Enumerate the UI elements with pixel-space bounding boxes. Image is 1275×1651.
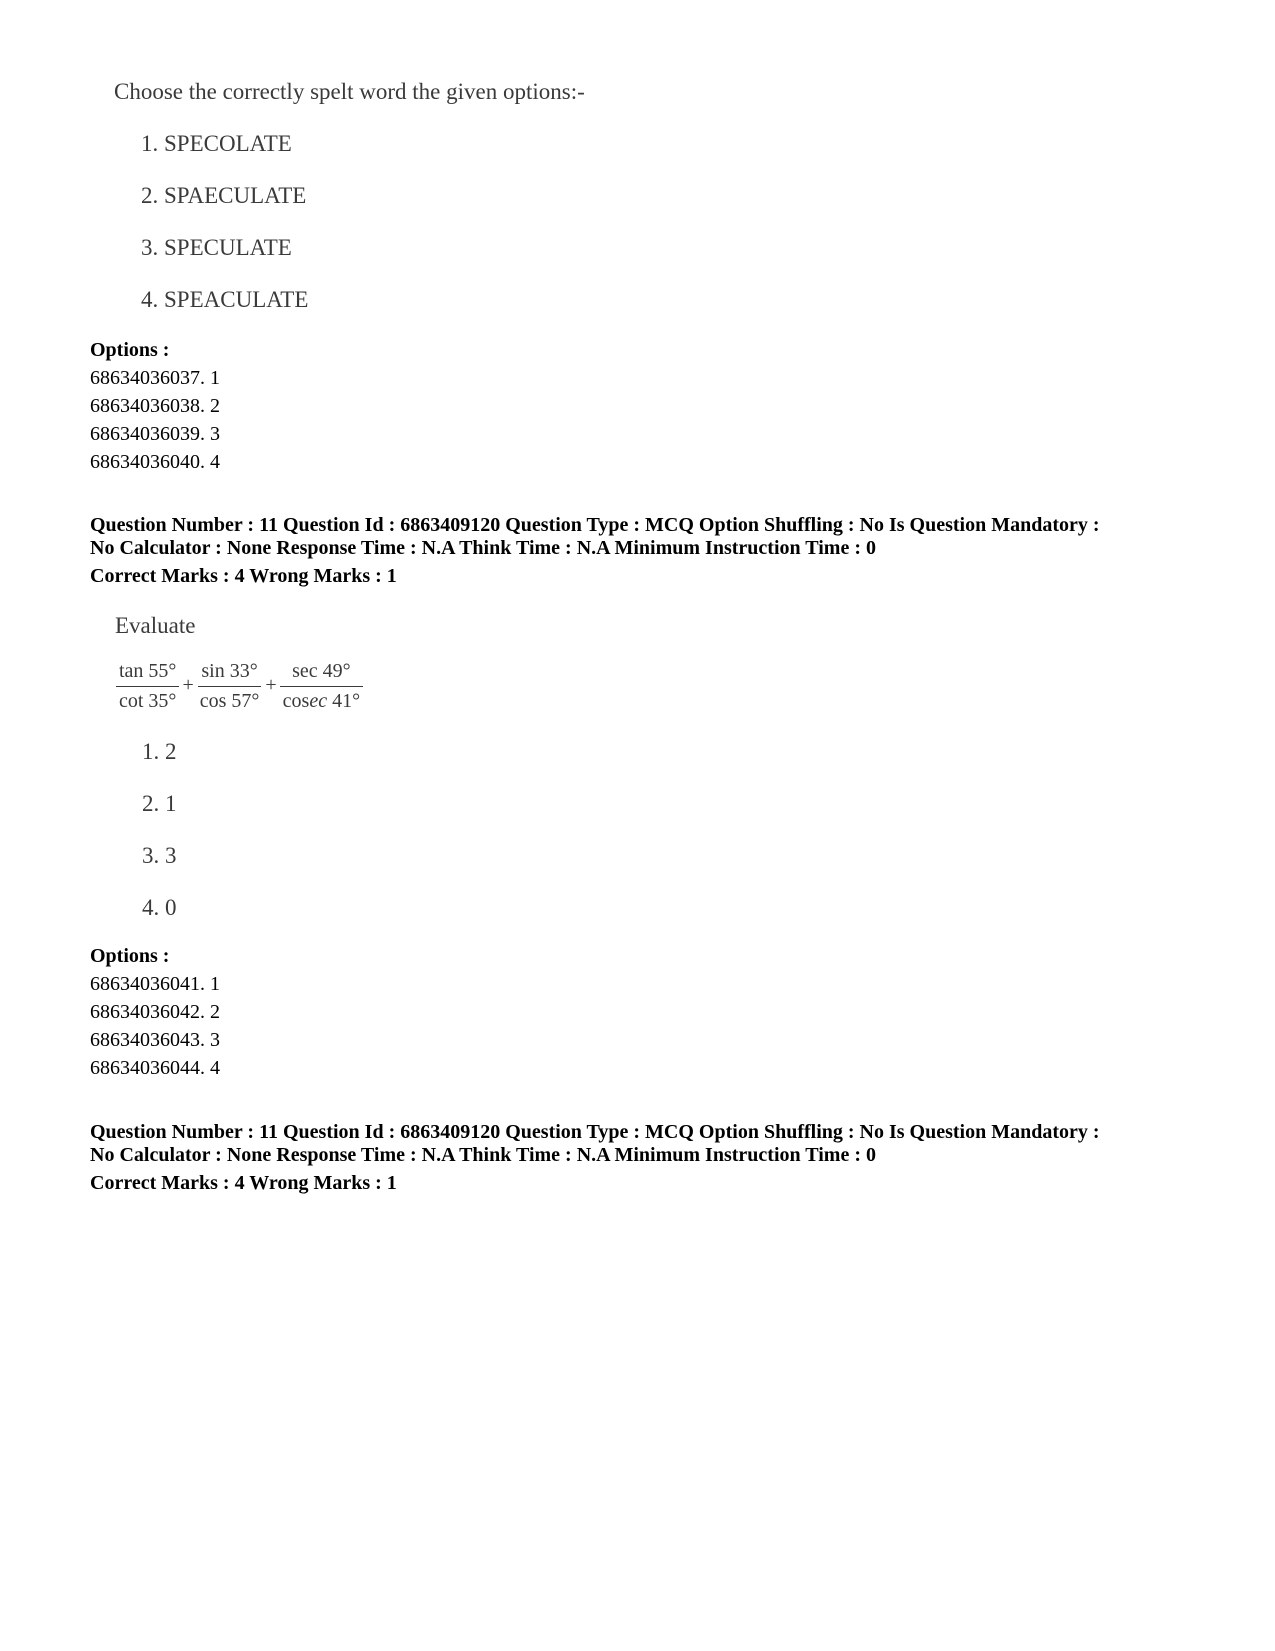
option-line: 68634036038. 2 bbox=[90, 395, 220, 417]
fraction-numerator: tan 55° bbox=[116, 660, 179, 687]
fraction-denominator: cos 57° bbox=[199, 690, 260, 712]
fraction bbox=[280, 660, 363, 713]
option-line: 68634036041. 1 bbox=[90, 973, 220, 995]
denominator-part: 41° bbox=[327, 690, 361, 712]
option-line: 68634036044. 4 bbox=[90, 1057, 220, 1079]
fraction-numerator: sin 33° bbox=[198, 660, 260, 687]
question-choice: 1. SPECOLATE bbox=[141, 131, 292, 156]
plus-sign: + bbox=[182, 674, 194, 696]
option-line: 68634036039. 3 bbox=[90, 423, 220, 445]
question-choice: 3. SPECULATE bbox=[141, 235, 292, 260]
option-line: 68634036043. 3 bbox=[90, 1029, 220, 1051]
options-heading: Options : bbox=[90, 339, 170, 361]
question-meta-line: Question Number : 11 Question Id : 6863409120 Question Type : MCQ Option Shuffling : No Is Question Mandatory : bbox=[90, 1121, 1100, 1143]
question-marks: Correct Marks : 4 Wrong Marks : 1 bbox=[90, 565, 397, 587]
question-choice: 4. 0 bbox=[142, 895, 177, 920]
question-choice: 3. 3 bbox=[142, 843, 177, 868]
denominator-part: ec bbox=[309, 690, 328, 712]
denominator-part: cos bbox=[282, 690, 310, 712]
question-choice: 2. 1 bbox=[142, 791, 177, 816]
question-choice: 4. SPEACULATE bbox=[141, 287, 309, 312]
fraction bbox=[197, 660, 263, 713]
question-marks: Correct Marks : 4 Wrong Marks : 1 bbox=[90, 1172, 397, 1194]
fraction-numerator: sec 49° bbox=[280, 660, 363, 687]
option-line: 68634036037. 1 bbox=[90, 367, 220, 389]
fraction-denominator: cot 35° bbox=[119, 690, 177, 712]
fraction bbox=[116, 660, 179, 713]
question-choice: 1. 2 bbox=[142, 739, 177, 764]
math-expression bbox=[116, 660, 363, 713]
plus-sign: + bbox=[265, 674, 277, 696]
question-choice: 2. SPAECULATE bbox=[141, 183, 307, 208]
options-heading: Options : bbox=[90, 945, 170, 967]
question-meta-line: No Calculator : None Response Time : N.A Think Time : N.A Minimum Instruction Time : 0 bbox=[90, 1144, 876, 1166]
question-prompt: Evaluate bbox=[115, 613, 196, 638]
option-line: 68634036040. 4 bbox=[90, 451, 220, 473]
option-line: 68634036042. 2 bbox=[90, 1001, 220, 1023]
question-meta-line: No Calculator : None Response Time : N.A Think Time : N.A Minimum Instruction Time : 0 bbox=[90, 537, 876, 559]
fraction-denominator bbox=[280, 687, 363, 713]
question-meta-line: Question Number : 11 Question Id : 6863409120 Question Type : MCQ Option Shuffling : No Is Question Mandatory : bbox=[90, 514, 1100, 536]
question-prompt: Choose the correctly spelt word the given options:- bbox=[114, 79, 585, 104]
